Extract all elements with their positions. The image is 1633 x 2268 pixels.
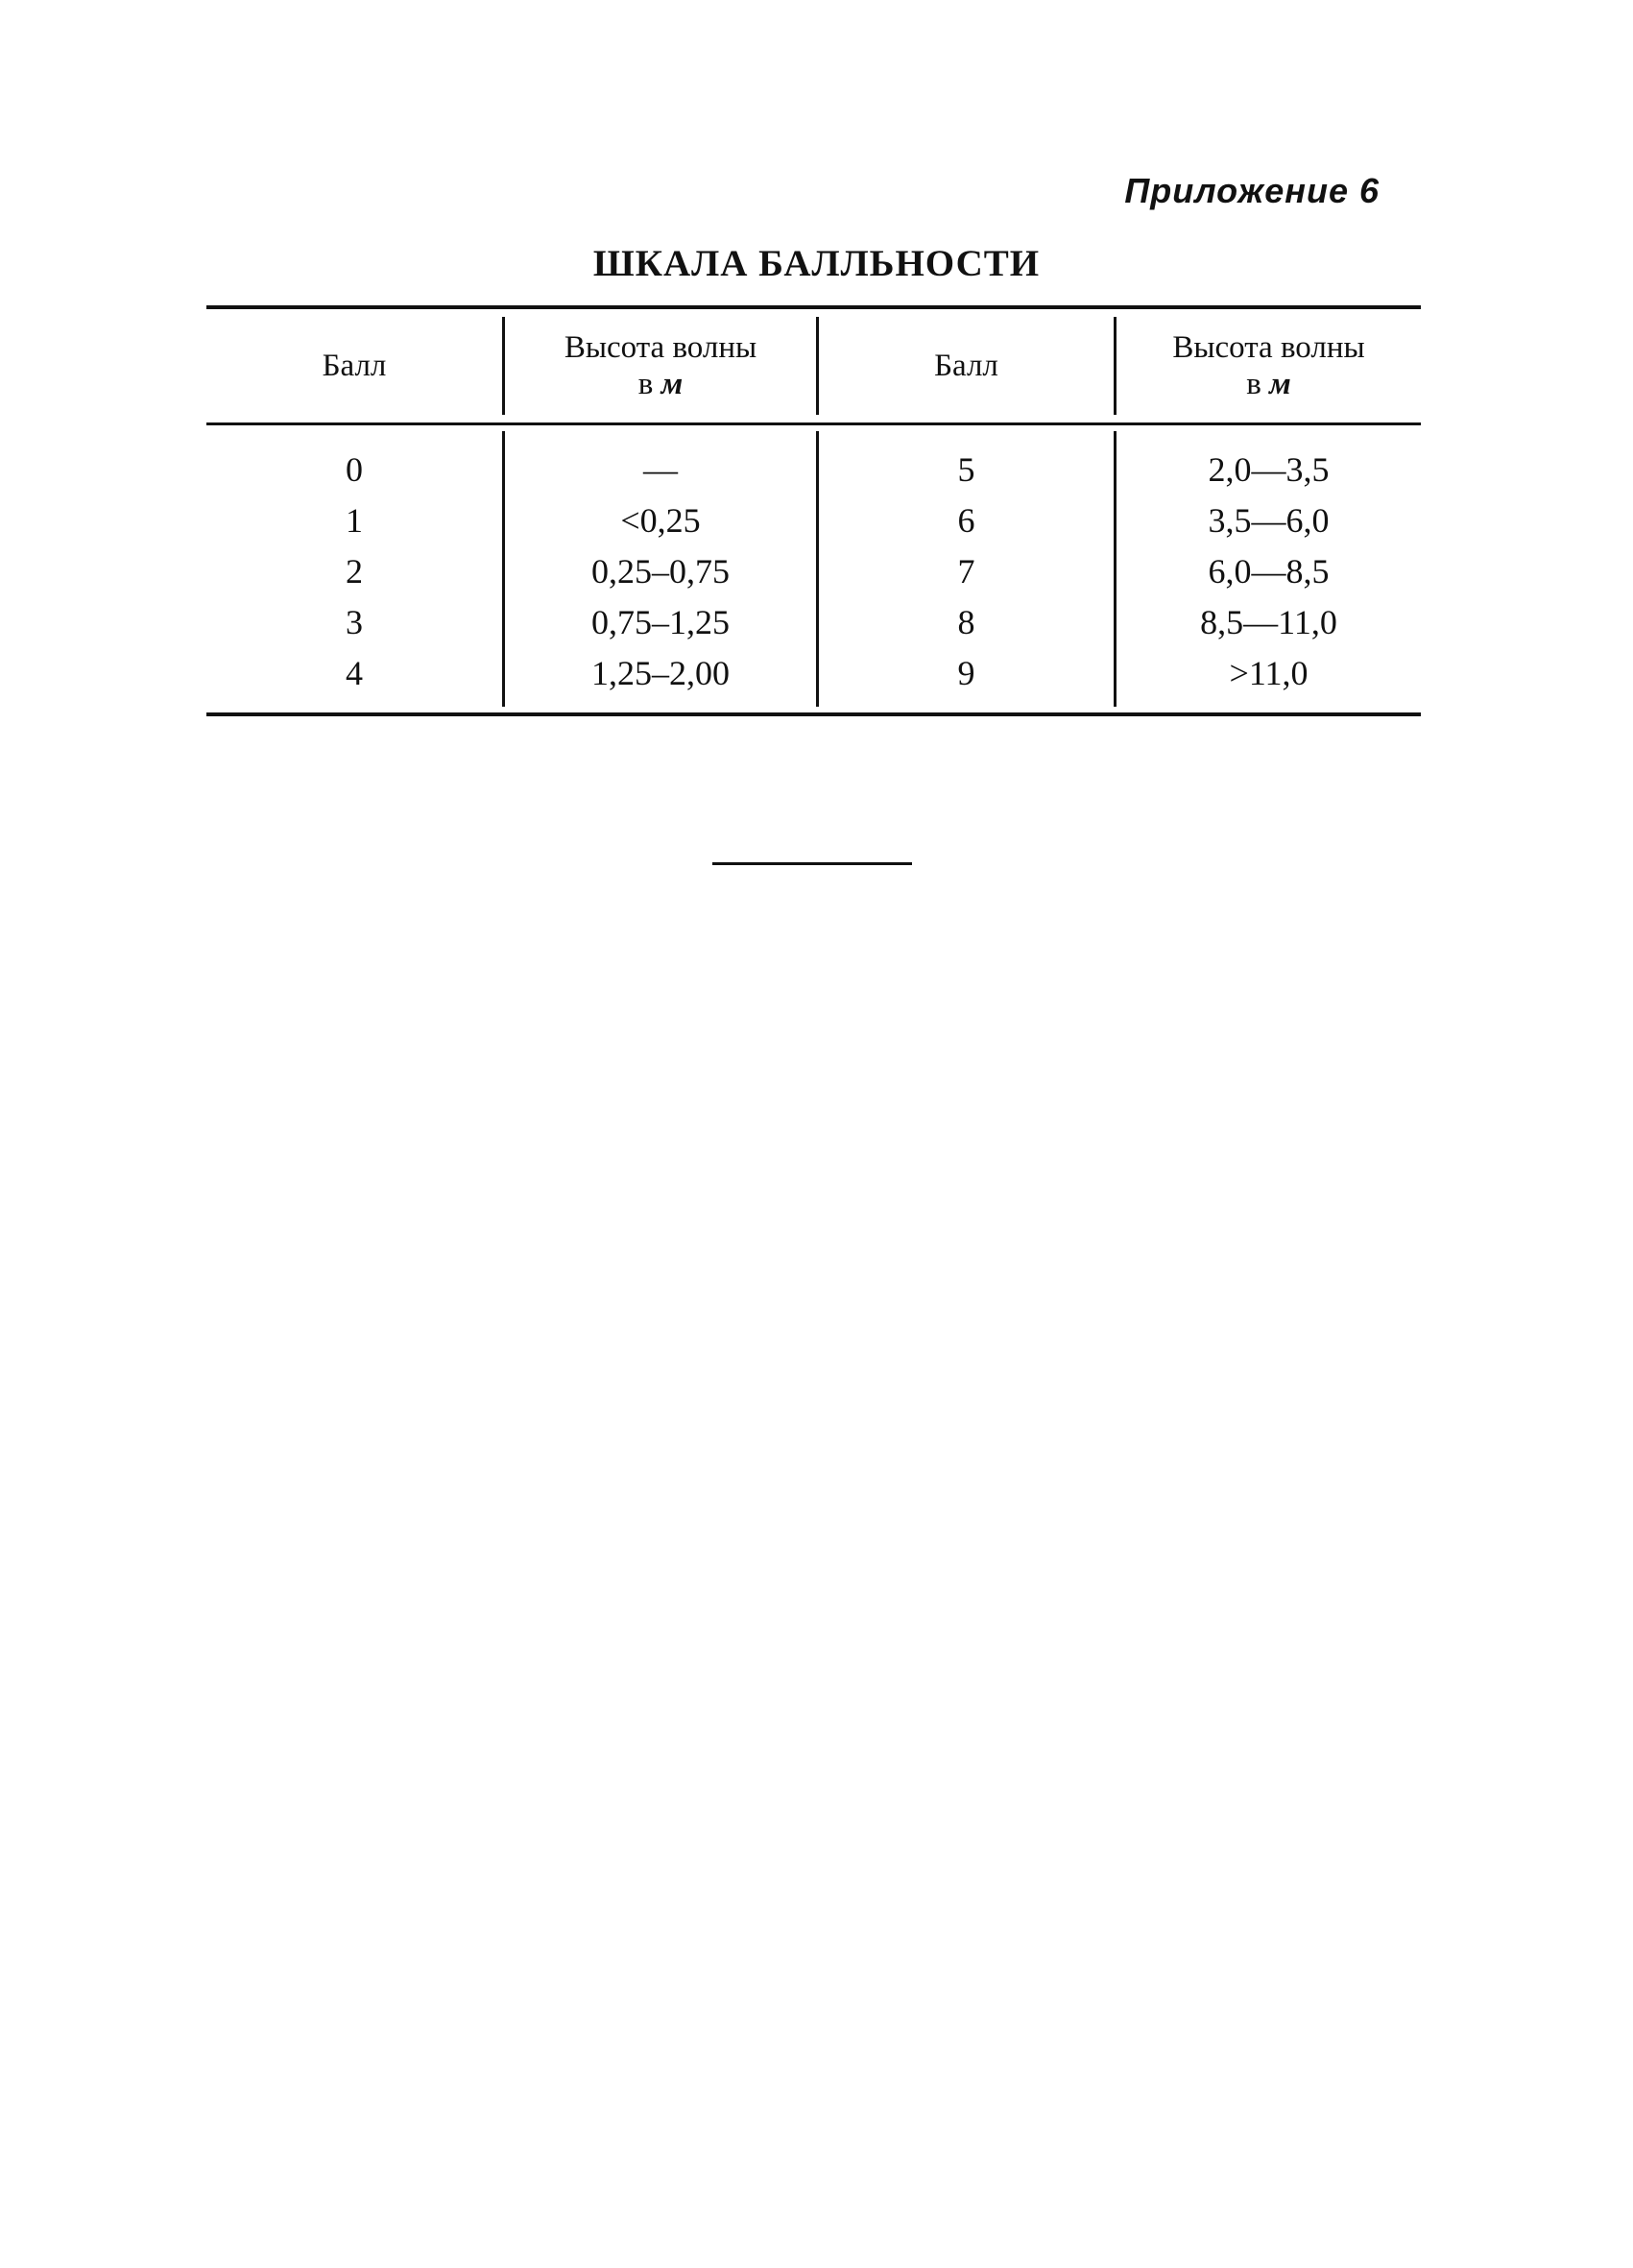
- column-height-right: [1114, 431, 1421, 707]
- height-cell: <0,25: [620, 501, 701, 540]
- height-cell: 8,5—11,0: [1200, 603, 1337, 641]
- column-score-left: [206, 425, 502, 712]
- score-cell: 4: [346, 654, 363, 692]
- height-cell: 0,25–0,75: [591, 552, 730, 591]
- column-height-left: [502, 431, 816, 707]
- header-score-right: [816, 317, 1114, 415]
- header-unit: м: [660, 367, 684, 401]
- height-cell: 1,25–2,00: [591, 654, 730, 692]
- header-score-left: [206, 309, 502, 422]
- score-cell: 2: [346, 552, 363, 591]
- appendix-label: Приложение 6: [1124, 171, 1380, 210]
- score-cell: 7: [957, 552, 975, 591]
- header-unit: м: [1269, 367, 1291, 401]
- page-title: ШКАЛА БАЛЛЬНОСТИ: [592, 243, 1041, 284]
- score-cell: 3: [346, 603, 363, 641]
- height-cell: 0,75–1,25: [591, 603, 730, 641]
- header-score-label: Балл: [322, 349, 387, 383]
- score-cell: 0: [346, 450, 363, 489]
- header-unit-prefix: в: [637, 367, 654, 401]
- height-cell: >11,0: [1229, 654, 1309, 692]
- table-body: [206, 425, 1421, 712]
- score-cell: 1: [346, 501, 363, 540]
- score-cell: 8: [957, 603, 975, 641]
- header-unit-line: [638, 366, 683, 402]
- score-cell: 5: [957, 450, 975, 489]
- header-height-right: [1114, 317, 1421, 415]
- height-cell: 3,5—6,0: [1208, 501, 1330, 540]
- header-height-left: [502, 317, 816, 415]
- score-cell: 6: [957, 501, 975, 540]
- height-cell: 2,0—3,5: [1208, 450, 1330, 489]
- header-unit-line: [1246, 366, 1290, 402]
- header-unit-prefix: в: [1246, 367, 1261, 401]
- section-divider: [712, 862, 912, 865]
- height-cell: —: [643, 450, 678, 489]
- header-height-label: Высота волны: [564, 330, 757, 365]
- header-height-label: Высота волны: [1172, 330, 1365, 365]
- height-cell: 6,0—8,5: [1208, 552, 1330, 591]
- table-header-row: [206, 309, 1421, 425]
- header-score-label: Балл: [934, 349, 998, 383]
- wave-scale-table: [206, 305, 1421, 716]
- score-cell: 9: [957, 654, 975, 692]
- column-score-right: [816, 431, 1114, 707]
